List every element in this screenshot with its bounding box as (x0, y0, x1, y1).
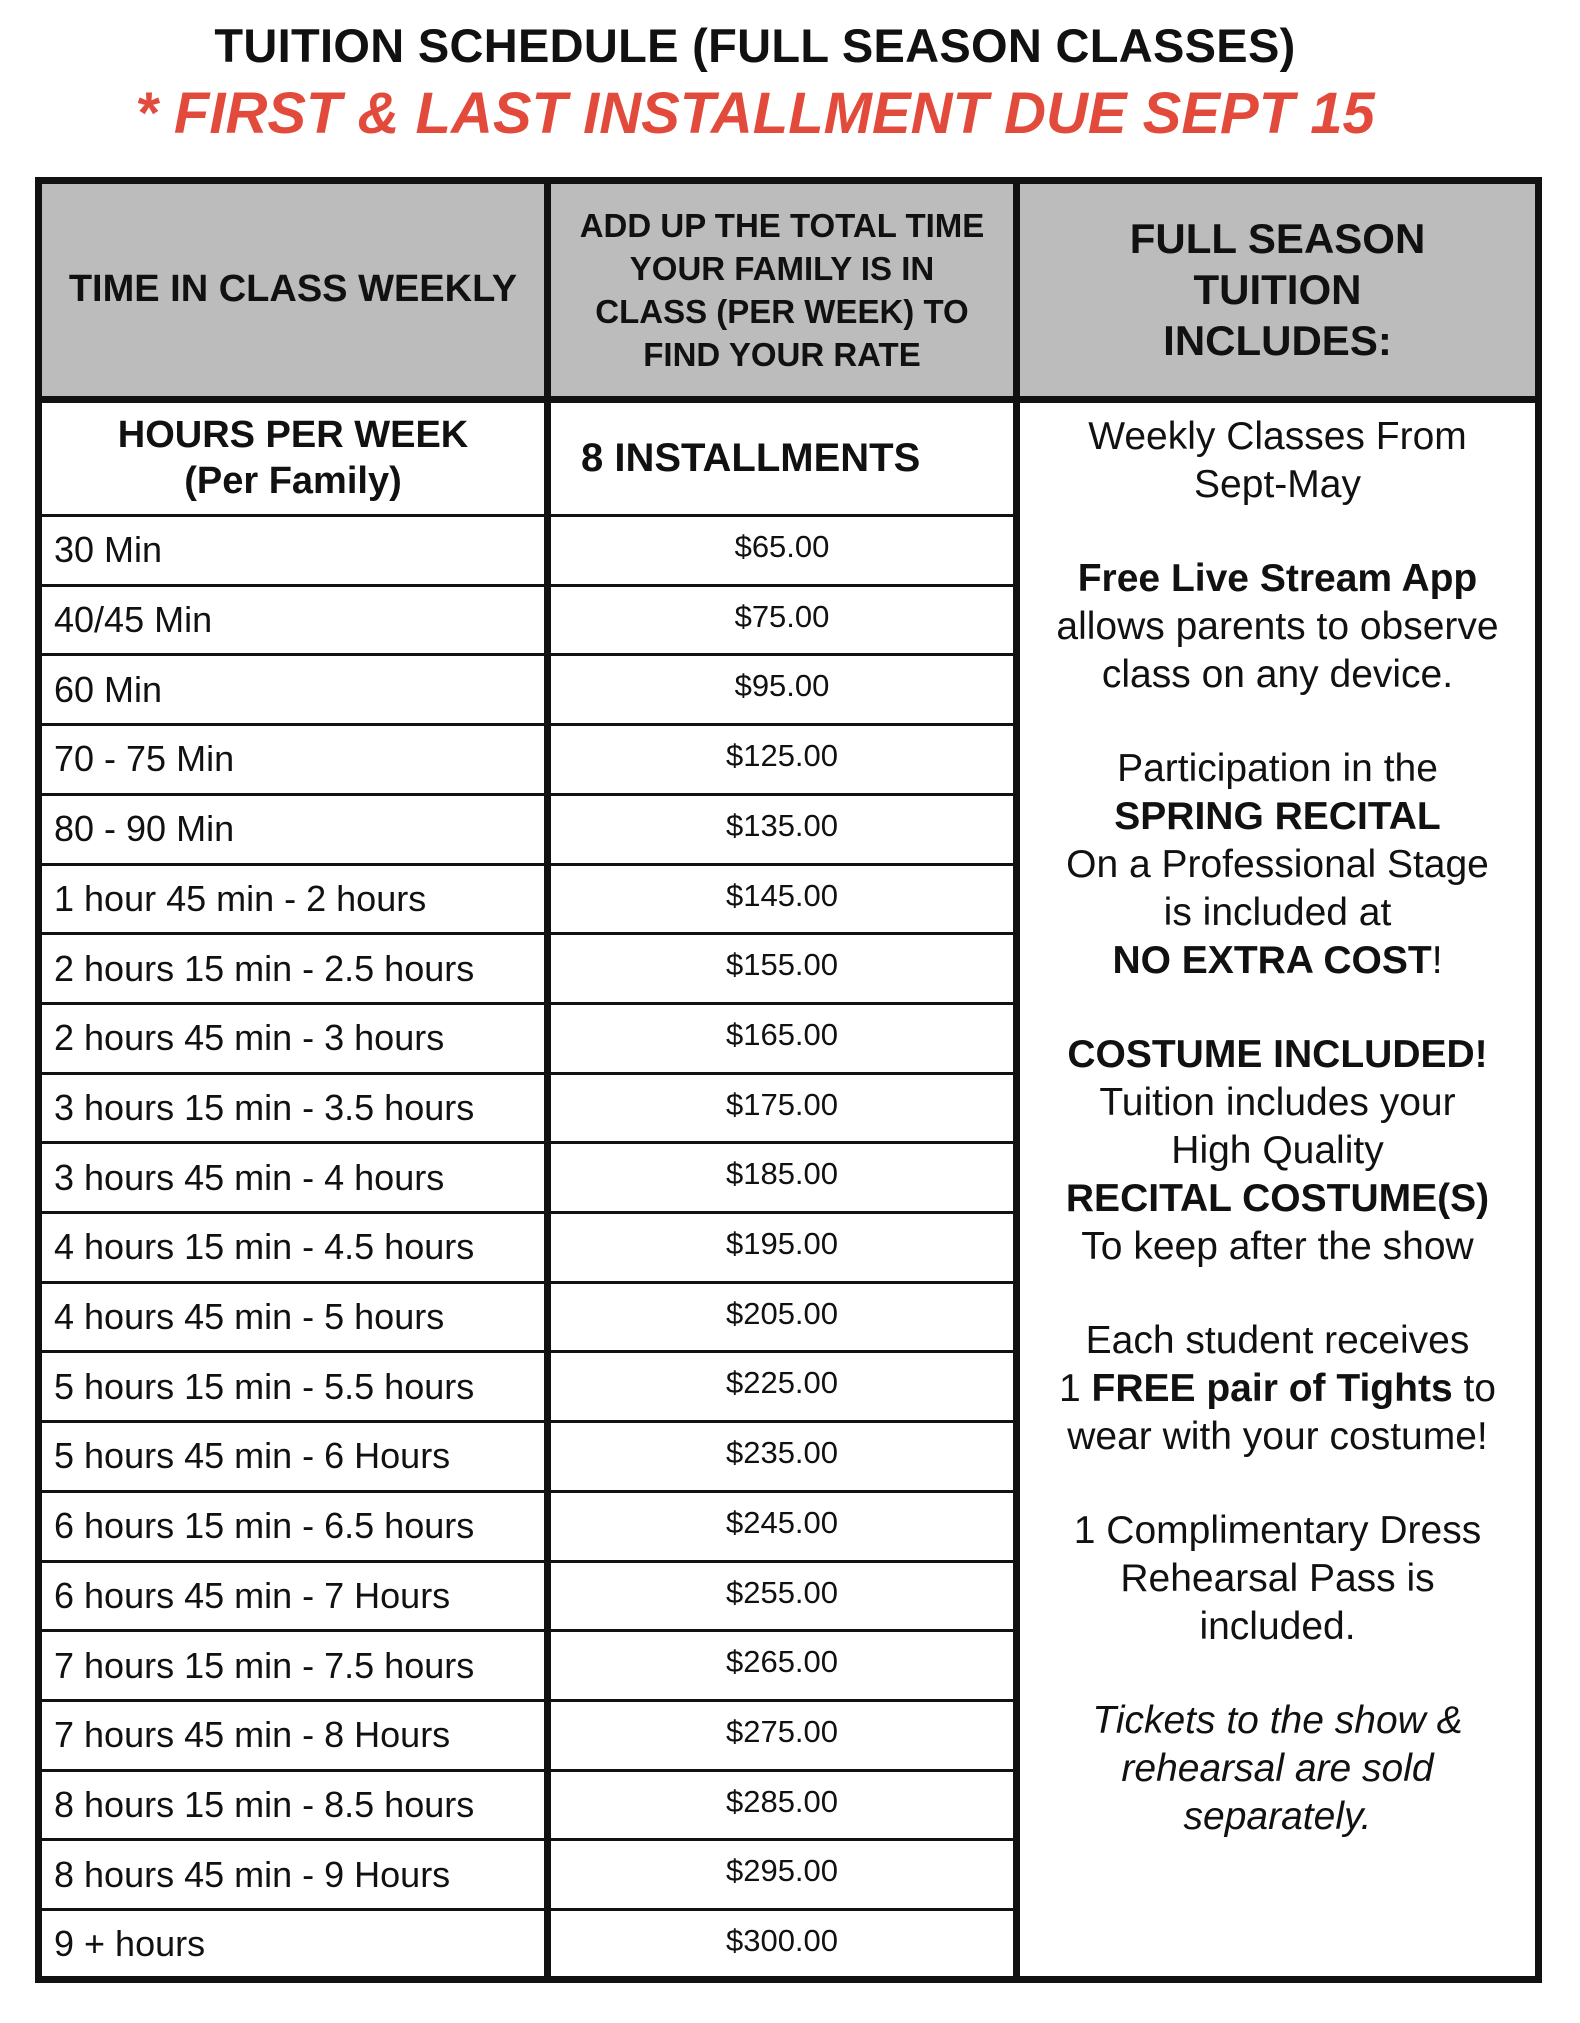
text-line: SPRING RECITAL (1114, 794, 1441, 838)
time-cell: 4 hours 15 min - 4.5 hours (39, 1213, 548, 1283)
time-cell: 8 hours 15 min - 8.5 hours (39, 1770, 548, 1840)
price-cell: $300.00 (548, 1910, 1017, 1980)
time-cell: 7 hours 15 min - 7.5 hours (39, 1631, 548, 1701)
price-cell: $135.00 (548, 794, 1017, 864)
time-cell: 60 Min (39, 655, 548, 725)
text-span: ! (1431, 938, 1443, 982)
price-cell: $185.00 (548, 1143, 1017, 1213)
page-title: TUITION SCHEDULE (FULL SEASON CLASSES) (214, 19, 1296, 72)
text-line: Free Live Stream App (1077, 556, 1478, 600)
text-line: On a Professional Stage (1066, 842, 1489, 886)
text-line: Tickets to the show & (1092, 1698, 1463, 1742)
text-line: 1 Complimentary Dress (1073, 1508, 1482, 1552)
price-cell: $95.00 (548, 655, 1017, 725)
includes-header-line: TUITION (1193, 266, 1362, 314)
time-cell: 2 hours 45 min - 3 hours (39, 1003, 548, 1073)
text-span: FREE pair of Tights (1091, 1366, 1453, 1410)
text-line: class on any device. (1101, 652, 1454, 696)
time-cell: 5 hours 15 min - 5.5 hours (39, 1352, 548, 1422)
costume-block (1020, 1031, 1535, 1271)
weekly-classes-block (1020, 413, 1535, 509)
rate-column-header (548, 181, 1017, 400)
text-line: Each student receives (1085, 1318, 1470, 1362)
text-line: separately. (1183, 1794, 1372, 1838)
table-subheader-row (39, 399, 1539, 515)
text-line: allows parents to observe (1056, 604, 1499, 648)
text-line: To keep after the show (1081, 1224, 1474, 1268)
includes-column-header (1017, 181, 1539, 400)
text-line: is included at (1163, 890, 1392, 934)
text-line (1020, 1365, 1535, 1413)
text-line: Rehearsal Pass is (1120, 1556, 1435, 1600)
text-line: rehearsal are sold (1121, 1746, 1434, 1790)
time-cell: 3 hours 45 min - 4 hours (39, 1143, 548, 1213)
price-cell: $205.00 (548, 1282, 1017, 1352)
price-cell: $275.00 (548, 1700, 1017, 1770)
tights-block (1020, 1317, 1535, 1461)
due-date-notice: * FIRST & LAST INSTALLMENT DUE SEPT 15 (135, 81, 1375, 146)
price-cell: $75.00 (548, 585, 1017, 655)
time-cell: 8 hours 45 min - 9 Hours (39, 1840, 548, 1910)
text-line (1020, 937, 1535, 985)
text-span: NO EXTRA COST (1112, 938, 1432, 982)
text-line: Participation in the (1117, 746, 1438, 790)
text-line: Sept-May (1194, 462, 1361, 506)
rehearsal-pass-block (1020, 1507, 1535, 1651)
rate-header-line: FIND YOUR RATE (643, 335, 921, 373)
rate-header-line: YOUR FAMILY IS IN (629, 249, 935, 287)
price-cell: $165.00 (548, 1003, 1017, 1073)
text-span: to (1452, 1366, 1497, 1410)
price-cell: $225.00 (548, 1352, 1017, 1422)
time-cell: 7 hours 45 min - 8 Hours (39, 1700, 548, 1770)
price-cell: $235.00 (548, 1422, 1017, 1492)
subheader-line: (Per Family) (184, 460, 402, 503)
time-cell: 6 hours 15 min - 6.5 hours (39, 1491, 548, 1561)
price-cell: $195.00 (548, 1213, 1017, 1283)
includes-header-line: FULL SEASON (1129, 215, 1426, 263)
price-cell: $155.00 (548, 934, 1017, 1004)
price-cell: $175.00 (548, 1073, 1017, 1143)
tickets-note (1020, 1697, 1535, 1841)
rate-header-line: ADD UP THE TOTAL TIME (579, 206, 985, 244)
price-cell: $285.00 (548, 1770, 1017, 1840)
includes-header-line: INCLUDES: (1163, 317, 1392, 365)
live-stream-block (1020, 555, 1535, 699)
time-cell: 30 Min (39, 516, 548, 586)
text-line: Tuition includes your (1099, 1080, 1456, 1124)
table-header-row (39, 181, 1539, 400)
price-cell: $65.00 (548, 516, 1017, 586)
time-cell: 1 hour 45 min - 2 hours (39, 864, 548, 934)
time-cell: 80 - 90 Min (39, 794, 548, 864)
text-line: High Quality (1171, 1128, 1384, 1172)
time-cell: 5 hours 45 min - 6 Hours (39, 1422, 548, 1492)
installments-subheader: 8 INSTALLMENTS (548, 399, 1017, 515)
recital-block (1020, 745, 1535, 985)
hours-per-week-subheader (39, 399, 548, 515)
time-cell: 6 hours 45 min - 7 Hours (39, 1561, 548, 1631)
includes-details (1017, 399, 1539, 1979)
price-cell: $295.00 (548, 1840, 1017, 1910)
rate-header-line: CLASS (PER WEEK) TO (595, 292, 969, 330)
tuition-table (35, 177, 1542, 1983)
price-cell: $145.00 (548, 864, 1017, 934)
text-line: included. (1199, 1604, 1356, 1648)
time-cell: 4 hours 45 min - 5 hours (39, 1282, 548, 1352)
text-line: RECITAL COSTUME(S) (1065, 1176, 1490, 1220)
time-cell: 40/45 Min (39, 585, 548, 655)
price-cell: $265.00 (548, 1631, 1017, 1701)
time-cell: 70 - 75 Min (39, 725, 548, 795)
price-cell: $245.00 (548, 1491, 1017, 1561)
text-line: COSTUME INCLUDED! (1067, 1032, 1488, 1076)
subheader-line: HOURS PER WEEK (117, 414, 469, 457)
time-cell: 9 + hours (39, 1910, 548, 1980)
text-line: Weekly Classes From (1088, 414, 1467, 458)
time-cell: 3 hours 15 min - 3.5 hours (39, 1073, 548, 1143)
price-cell: $125.00 (548, 725, 1017, 795)
text-span: 1 (1058, 1366, 1092, 1410)
time-cell: 2 hours 15 min - 2.5 hours (39, 934, 548, 1004)
price-cell: $255.00 (548, 1561, 1017, 1631)
text-line: wear with your costume! (1067, 1414, 1488, 1458)
time-column-header: TIME IN CLASS WEEKLY (39, 181, 548, 400)
